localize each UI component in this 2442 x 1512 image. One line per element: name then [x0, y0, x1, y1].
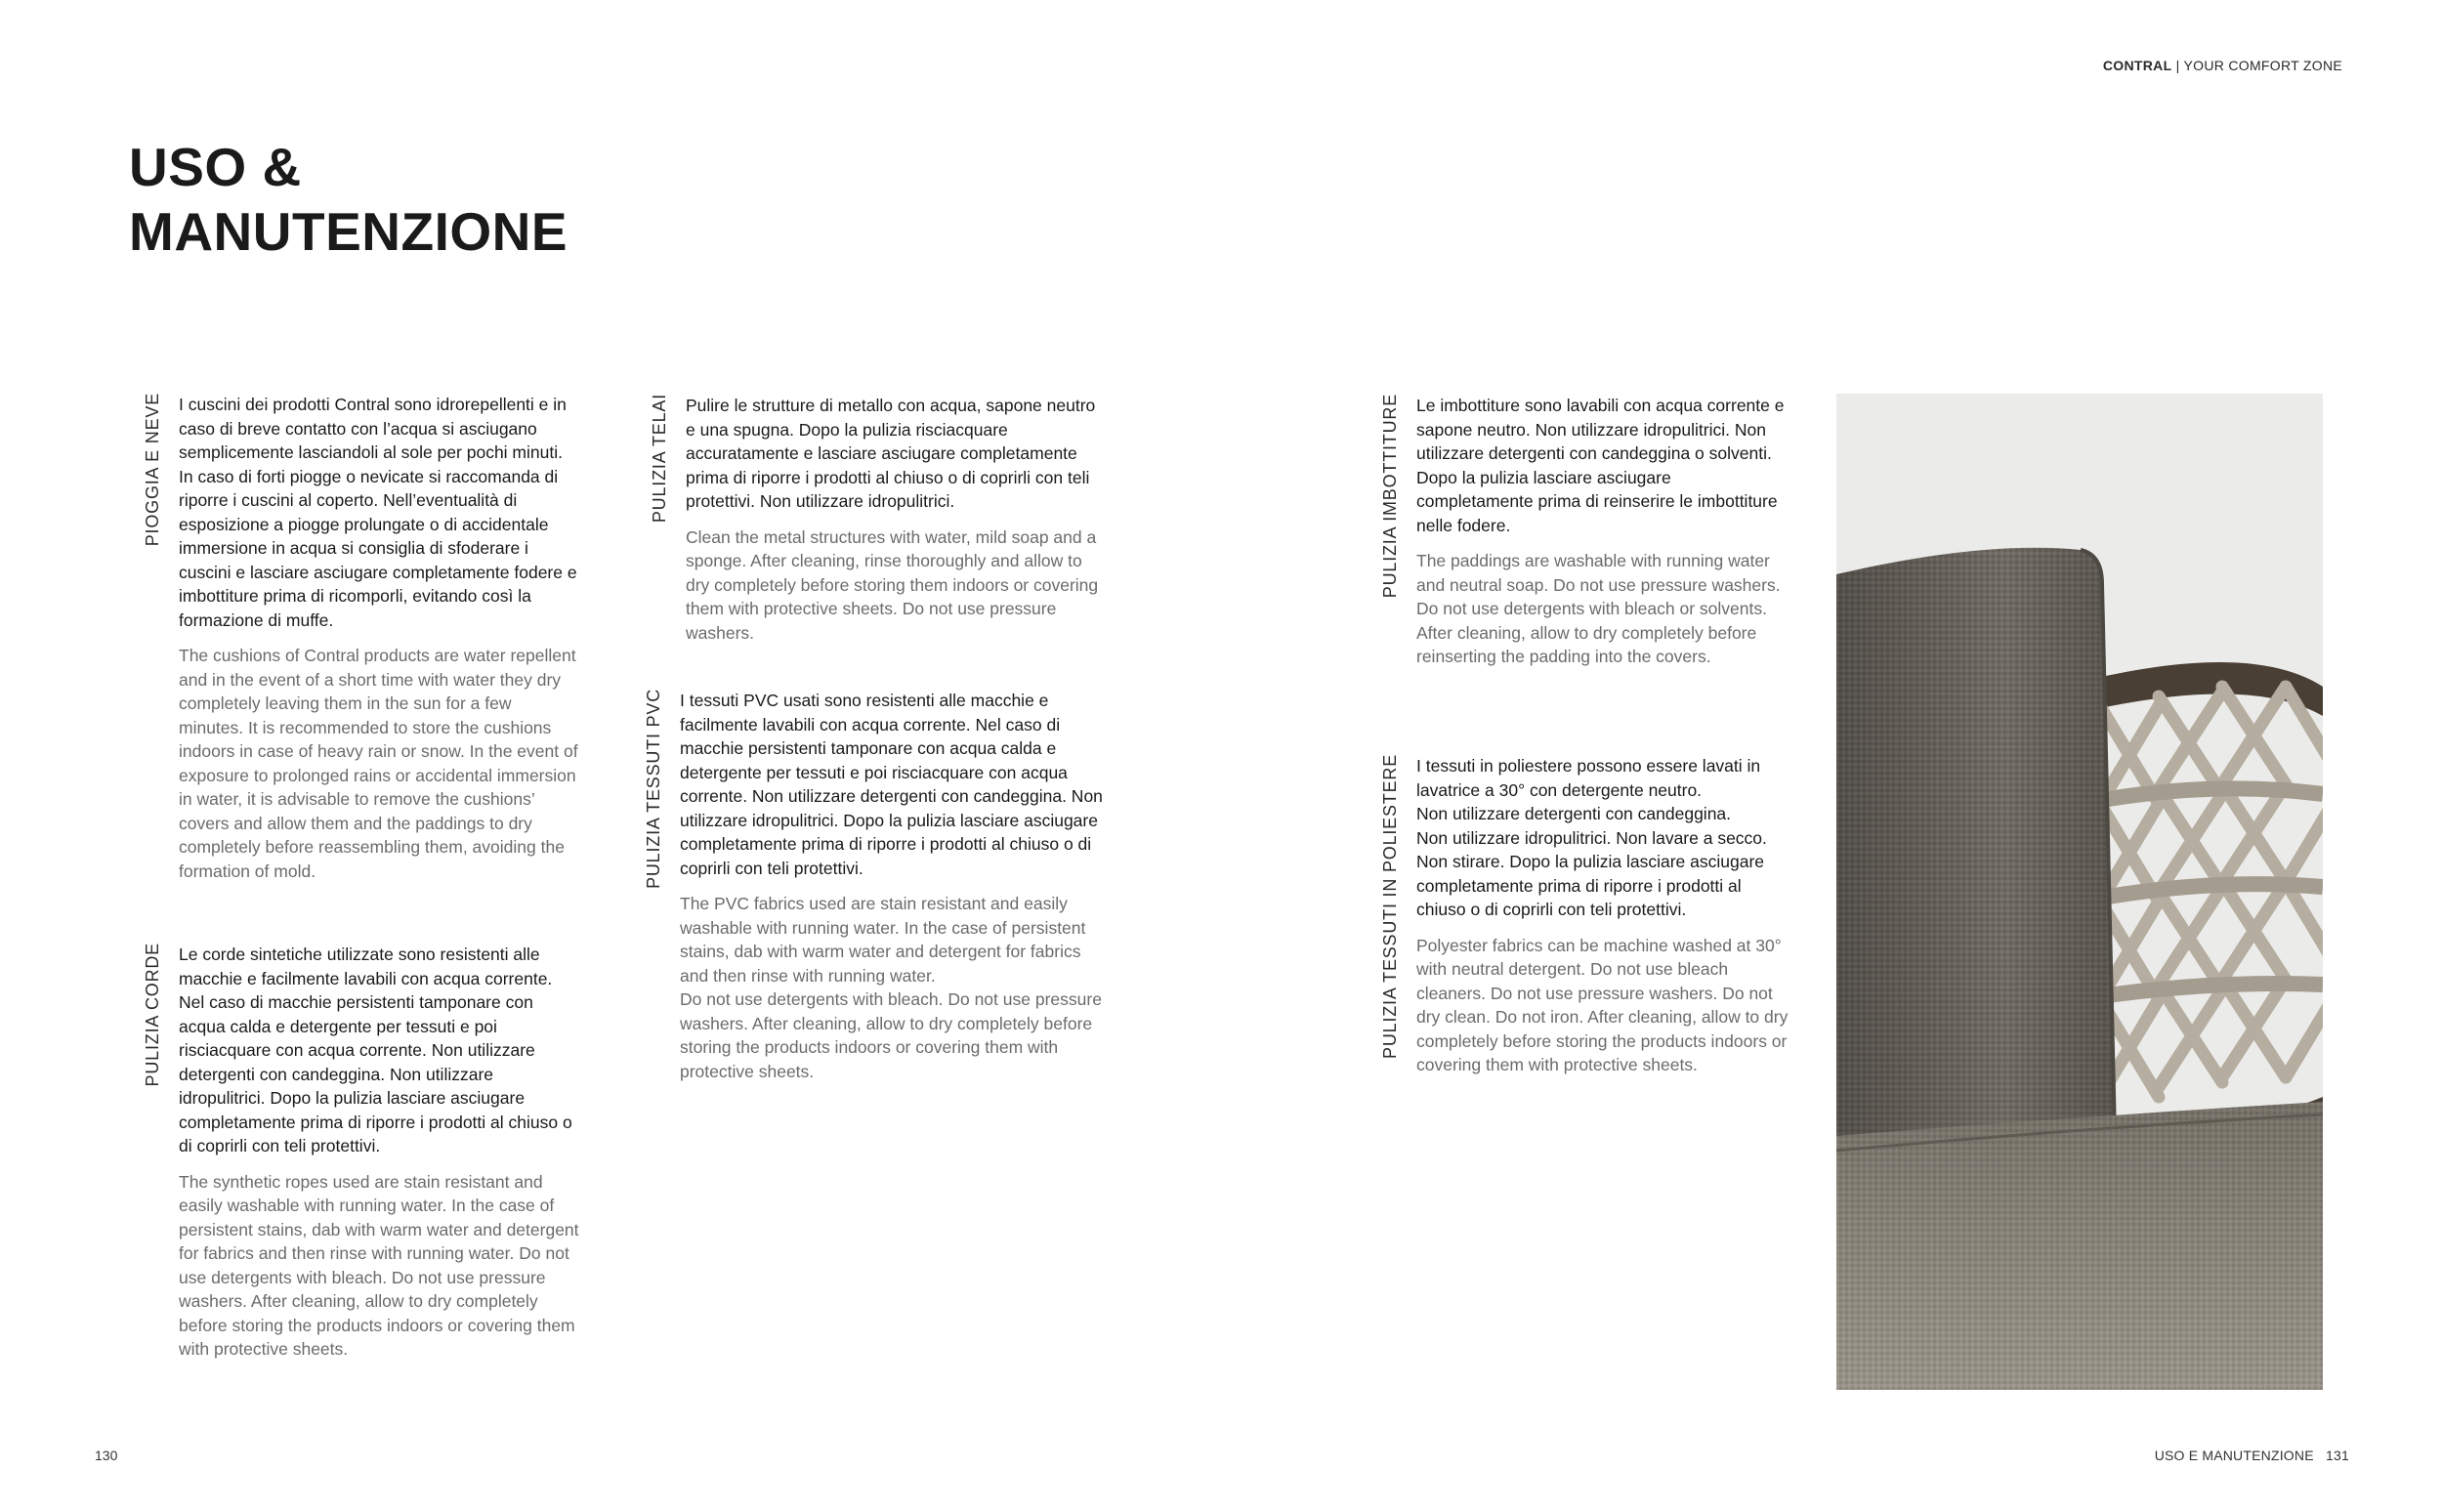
text-english: The paddings are washable with running water and neutral soap. Do not use pressure washers. Do not use detergents with bleach or solvents. After cleaning, allow to dry completely before reinserting the padding into the covers. — [1416, 551, 1781, 666]
section-label: PULIZIA IMBOTTITURE — [1380, 394, 1400, 599]
text-italian-4: Non stirare. Dopo la pulizia lasciare asciugare completamente prima di riporre i prodotti al chiuso o di coprirli con teli protettivi. — [1416, 852, 1765, 919]
text-english: Polyester fabrics can be machine washed at 30° with neutral detergent. Do not use bleach cleaners. Do not use pressure washers. Do not dry clean. Do not iron. After cleaning, allow to dry completely before storing the products indoors or covering them with protective sheets. — [1416, 935, 1789, 1074]
product-photo — [1836, 394, 2323, 1390]
section-pioggia-e-neve — [143, 393, 579, 883]
section-label: PULIZIA TELAI — [650, 394, 669, 524]
chair-illustration — [1836, 394, 2323, 1390]
page-title — [129, 135, 568, 264]
text-italian-3: Non utilizzare idropulitrici. Non lavare a secco. — [1416, 827, 1767, 848]
footer-section-name: USO E MANUTENZIONE — [2154, 1448, 2314, 1463]
page-title-line1: USO & — [129, 137, 302, 197]
section-pulizia-imbottiture — [1380, 394, 1792, 669]
brand-tagline: YOUR COMFORT ZONE — [2183, 58, 2342, 73]
text-italian: I tessuti PVC usati sono resistenti alle macchie e facilmente lavabili con acqua corrente. Nel caso di macchie persistenti tamponare con acqua calda e detergente per tessuti e poi risciacquare con acqua corrente. Non utilizzare detergenti con candeggina. Non utilizzare idropulitrici. Dopo la pulizia lasciare asciugare completamente prima di riporre i prodotti al chiuso o di coprirli con teli protettivi. — [680, 691, 1103, 878]
text-italian: Le corde sintetiche utilizzate sono resistenti alle macchie e facilmente lavabili con acqua corrente. Nel caso di macchie persistenti tamponare con acqua calda e detergente per tessuti e poi risciacquare con acqua corrente. Non utilizzare detergenti con candeggina. Non utilizzare idropulitrici. Dopo la pulizia lasciare asciugare completamente prima di riporre i prodotti al chiuso o di coprirli con teli protettivi. — [179, 945, 572, 1155]
section-label: PIOGGIA E NEVE — [143, 393, 162, 547]
text-italian: Le imbottiture sono lavabili con acqua corrente e sapone neutro. Non utilizzare idropulitrici. Non utilizzare detergenti con candeggina o solventi. Dopo la pulizia lasciare asciugare completamente prima di reinserire le imbottiture nelle fodere. — [1416, 396, 1785, 535]
text-english: The synthetic ropes used are stain resistant and easily washable with running water. In the case of persistent stains, dab with warm water and detergent for fabrics and then rinse with running water. Do not use detergents with bleach. Do not use pressure washers. After cleaning, allow to dry completely before storing the products indoors or covering them with protective sheets. — [179, 1171, 579, 1359]
brand-separator: | — [2171, 58, 2184, 73]
page-number-right: 131 — [2326, 1448, 2349, 1463]
section-label: PULIZIA TESSUTI PVC — [644, 689, 663, 889]
section-pulizia-tessuti-poliestere — [1380, 754, 1792, 1077]
page-title-line2: MANUTENZIONE — [129, 201, 568, 262]
section-label: PULIZIA CORDE — [143, 943, 162, 1087]
brand-header — [2103, 58, 2342, 73]
brand-name: CONTRAL — [2102, 58, 2172, 73]
text-italian-1: I tessuti in poliestere possono essere lavati in lavatrice a 30° con detergente neutro. — [1416, 756, 1761, 800]
footer-right — [2155, 1448, 2349, 1463]
text-english: The cushions of Contral products are water repellent and in the event of a short time with water they dry completely leaving them in the sun for a few minutes. It is recommended to store the cushions indoors in case of heavy rain or snow. In the event of exposure to prolonged rains or accidental immersion in water, it is advisable to remove the cushions’ covers and allow them and the paddings to dry completely before reassembling them, avoiding the formation of mold. — [179, 646, 578, 881]
section-pulizia-corde — [143, 943, 579, 1362]
text-english: Clean the metal structures with water, mild soap and a sponge. After cleaning, rinse thoroughly and allow to dry completely before storing them indoors or covering them with protective sheets. Do not use pressure washers. — [686, 526, 1099, 643]
section-label: PULIZIA TESSUTI IN POLIESTERE — [1380, 754, 1400, 1059]
page-number-left: 130 — [95, 1448, 118, 1463]
text-italian — [1416, 754, 1792, 922]
text-italian: Pulire le strutture di metallo con acqua, sapone neutro e una spugna. Dopo la pulizia risciacquare accuratamente e lasciare asciugare completamente prima di riporre i prodotti al chiuso o di coprirli con teli protettivi. Non utilizzare idropulitrici. — [686, 396, 1096, 511]
section-pulizia-tessuti-pvc — [644, 689, 1110, 1083]
text-italian-2: Non utilizzare detergenti con candeggina. — [1416, 804, 1732, 823]
text-italian: I cuscini dei prodotti Contral sono idrorepellenti e in caso di breve contatto con l’acqua si asciugano semplicemente lasciandoli al sole per pochi minuti. In caso di forti piogge o nevicate si raccomanda di riporre i cuscini al coperto. Nell’eventualità di esposizione a piogge prolungate o di accidentale immersione in acqua si consiglia di sfoderare i cuscini e lasciare asciugare completamente fodere e imbottiture prima di ricomporli, evitando così la formazione di muffe. — [179, 395, 577, 630]
text-english-continued: Do not use detergents with bleach. Do not use pressure washers. After cleaning, allow to dry completely before storing the products indoors or covering them with protective sheets. — [680, 989, 1102, 1081]
text-english: The PVC fabrics used are stain resistant and easily washable with running water. In the case of persistent stains, dab with warm water and detergent for fabrics and then rinse with running water. — [680, 894, 1086, 986]
section-pulizia-telai — [650, 394, 1106, 645]
